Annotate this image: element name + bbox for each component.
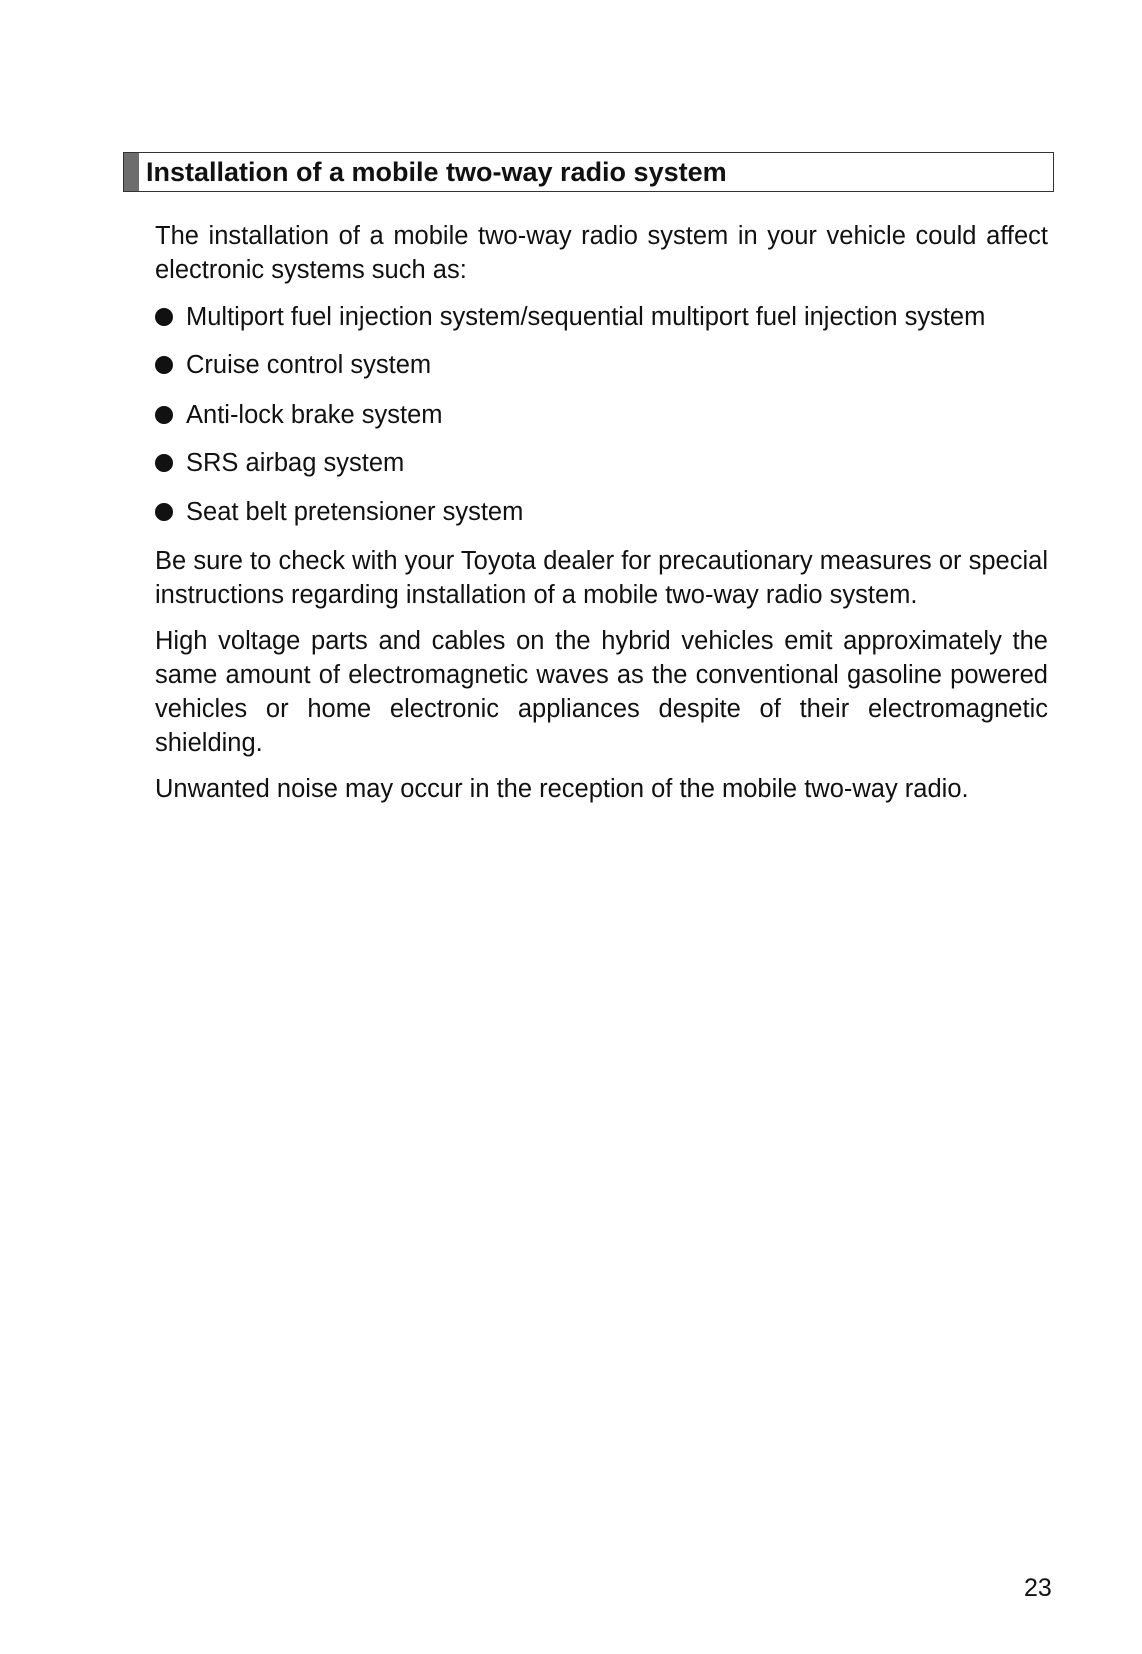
intro-paragraph: The installation of a mobile two-way radio system in your vehicle could affect electronic systems such as: [155, 222, 1048, 284]
section-heading-box [123, 152, 1054, 192]
heading-accent-bar [124, 153, 139, 191]
bullet-item [155, 300, 985, 334]
bullet-text: Anti-lock brake system [186, 401, 443, 429]
bullet-item [155, 446, 404, 480]
section-heading: Installation of a mobile two-way radio system [146, 157, 727, 187]
bullet-icon [155, 406, 173, 424]
bullet-item [155, 495, 523, 529]
bullet-item [155, 398, 443, 432]
bullet-item [155, 348, 431, 382]
bullet-text: Cruise control system [186, 351, 432, 379]
bullet-text: Seat belt pretensioner system [186, 498, 524, 526]
bullet-text: Multiport fuel injection system/sequential multiport fuel injection system [186, 303, 986, 331]
bullet-text: SRS airbag system [186, 449, 405, 477]
bullet-icon [155, 308, 173, 326]
bullet-icon [155, 454, 173, 472]
bullet-icon [155, 503, 173, 521]
noise-paragraph: Unwanted noise may occur in the reception of the mobile two-way radio. [155, 775, 969, 803]
dealer-paragraph: Be sure to check with your Toyota dealer for precautionary measures or special instructions regarding installation of a mobile two-way radio system. [155, 547, 1048, 609]
bullet-icon [155, 356, 173, 374]
hybrid-paragraph: High voltage parts and cables on the hybrid vehicles emit approximately the same amount of electromagnetic waves as the conventional gasoline powered vehicles or home electronic appliances despite of their electromagnetic shielding. [155, 627, 1048, 757]
page-number: 23 [1024, 1574, 1052, 1602]
